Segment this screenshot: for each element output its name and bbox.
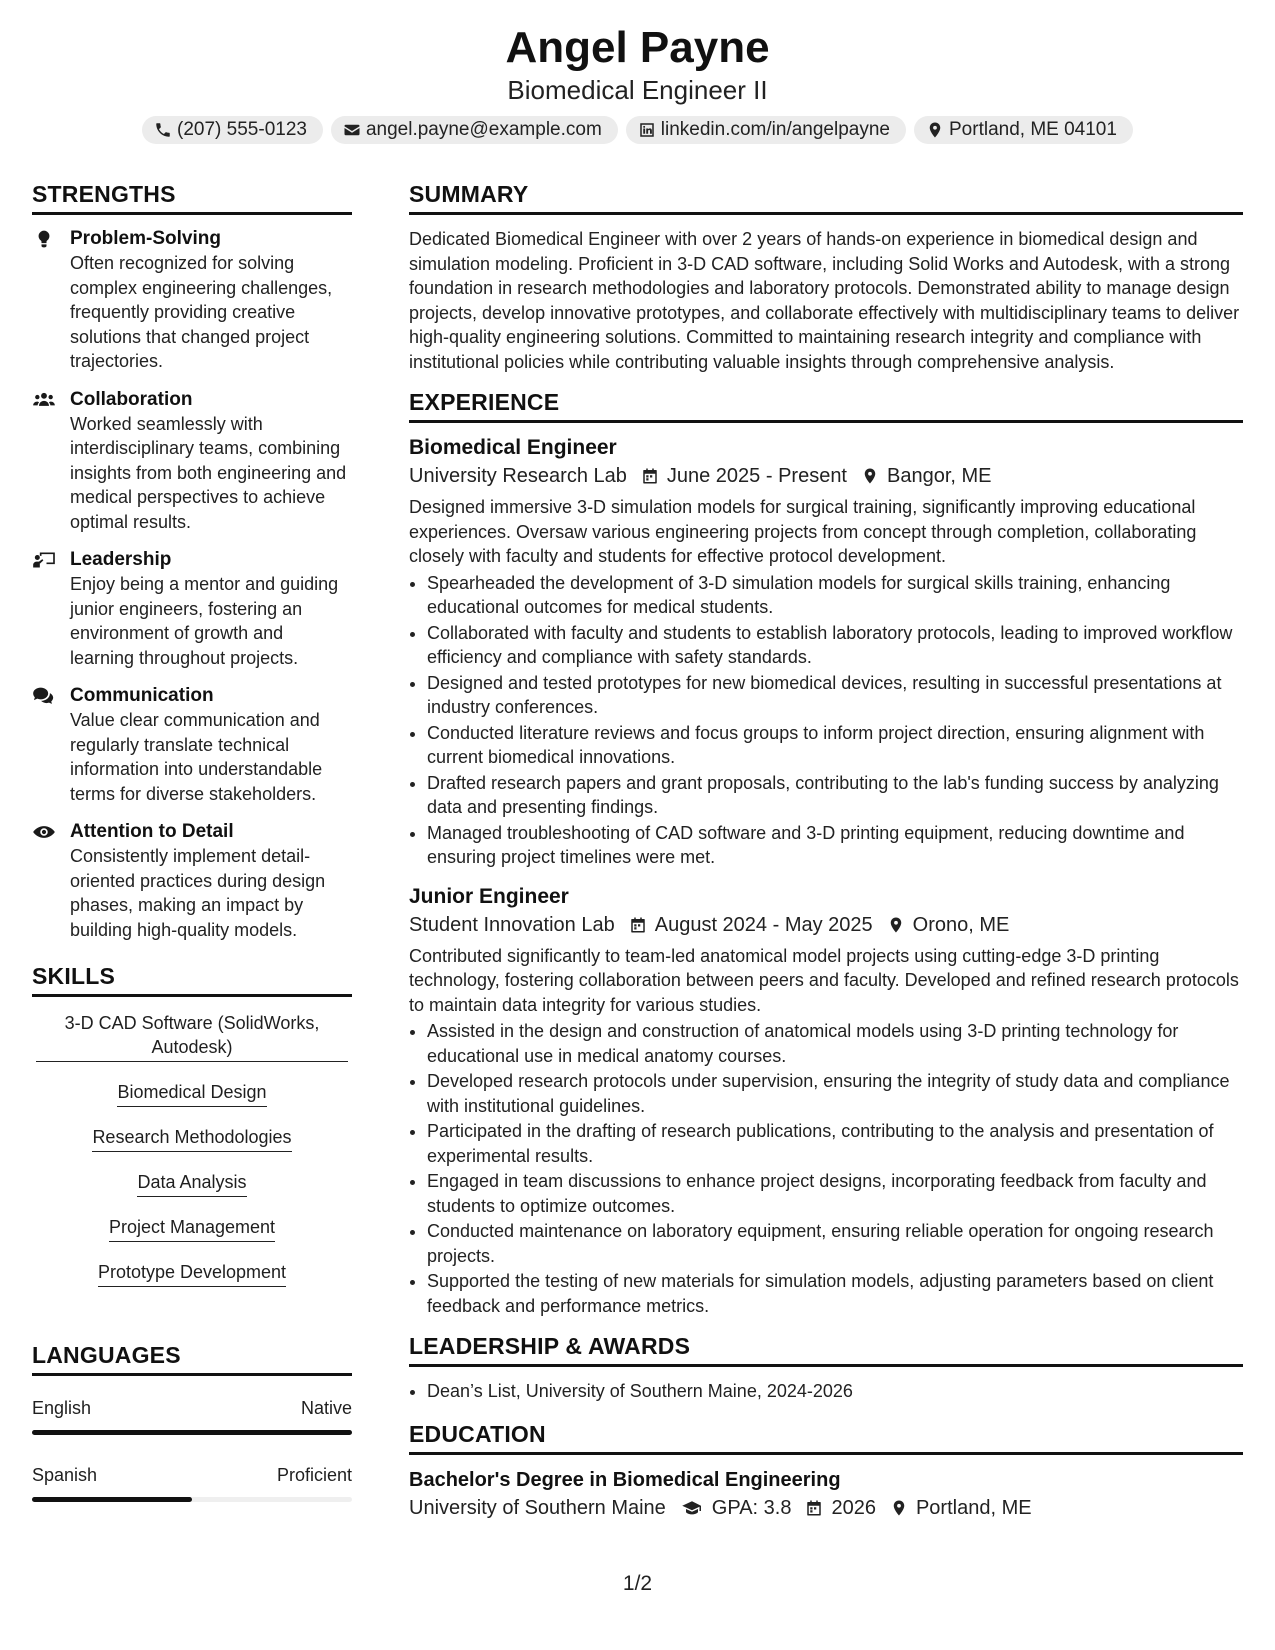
summary-text: Dedicated Biomedical Engineer with over 2 years of hands-on experience in biomedical design and simulation modeling. Proficient in 3-D CAD software, including Solid Works and Autodesk, with a strong foundation in research methodologies and laboratory protocols. Demonstrated ability to manage design projects, develop innovative prototypes, and collaborate effectively with multidisciplinary teams to deliver high-quality engineering solutions. Committed to maintaining research integrity and compliance with institutional policies while contributing valuable insights through comprehensive analysis. xyxy=(409,229,1240,372)
comments-icon xyxy=(32,686,56,706)
job-title: Junior Engineer xyxy=(409,884,569,908)
education-heading: EDUCATION xyxy=(409,1420,1243,1455)
location-pin-icon xyxy=(926,121,944,139)
candidate-role: Biomedical Engineer II xyxy=(507,75,768,105)
job-company: Student Innovation Lab xyxy=(409,913,615,936)
job-entry xyxy=(409,435,1243,870)
job-bullet: • Designed and tested prototypes for new biomedical devices, resulting in successful presentations at industry conferences. xyxy=(427,671,1243,720)
linkedin-icon xyxy=(638,121,656,139)
candidate-name: Angel Payne xyxy=(505,23,770,72)
eye-icon xyxy=(32,822,56,842)
job-bullet: • Collaborated with faculty and students to establish laboratory protocols, leading to improved workflow efficiency and compliance with safety standards. xyxy=(427,621,1243,670)
location-pin-icon xyxy=(890,1499,908,1517)
location-pin-icon xyxy=(887,916,905,934)
chalkboard-teacher-icon xyxy=(32,550,56,570)
job-bullet: • Assisted in the design and construction of anatomical models using 3-D printing technology for educational use in medical anatomy courses. xyxy=(427,1019,1243,1068)
job-bullet: • Spearheaded the development of 3-D simulation models for surgical skills training, enhancing educational outcomes for medical students. xyxy=(427,571,1243,620)
strength-desc: Enjoy being a mentor and guiding junior engineers, fostering an environment of growth and learning throughout projects. xyxy=(70,574,339,668)
graduation-year: 2026 xyxy=(831,1496,876,1519)
strength-title: Problem-Solving xyxy=(70,228,221,249)
job-entry xyxy=(409,884,1243,1319)
job-bullet: • Developed research protocols under supervision, ensuring the integrity of study data and compliance with institutional guidelines. xyxy=(427,1069,1243,1118)
job-bullet: • Supported the testing of new materials for simulation models, adjusting parameters based on client feedback and performance metrics. xyxy=(427,1269,1243,1318)
strength-desc: Worked seamlessly with interdisciplinary teams, combining insights from both engineering and medical perspectives to achieve optimal results. xyxy=(70,413,347,532)
strength-desc: Consistently implement detail-oriented practices during design phases, making an impact by building high-quality models. xyxy=(70,846,326,940)
job-bullet: • Engaged in team discussions to enhance project designs, incorporating feedback from faculty and students to optimize outcomes. xyxy=(427,1169,1243,1218)
language-level: Native xyxy=(300,1398,352,1418)
job-bullet: • Conducted maintenance on laboratory equipment, ensuring reliable operation for ongoing research projects. xyxy=(427,1219,1243,1268)
job-location: Bangor, ME xyxy=(887,465,992,487)
job-bullet: • Drafted research papers and grant proposals, contributing to the lab's funding success by analyzing data and presenting findings. xyxy=(427,771,1243,820)
language-name: English xyxy=(32,1398,92,1418)
job-bullets xyxy=(409,571,1243,870)
job-description: Designed immersive 3-D simulation models for surgical training, significantly improving educational experiences. Oversaw various engineering projects from concept through completion, collaborating closely with faculty and students for effective protocol development. xyxy=(409,497,1197,566)
contact-phone[interactable] xyxy=(142,116,323,144)
calendar-icon xyxy=(629,916,647,934)
strengths-heading: STRENGTHS xyxy=(32,180,352,215)
language-proficiency-bar xyxy=(32,1430,352,1435)
strength-desc: Value clear communication and regularly translate technical information into understandable terms for diverse stakeholders. xyxy=(70,710,323,804)
strength-item xyxy=(32,820,352,942)
awards-list xyxy=(409,1379,1243,1404)
location-pin-icon xyxy=(861,467,879,485)
language-proficiency-bar xyxy=(32,1497,352,1502)
job-bullets xyxy=(409,1019,1243,1318)
experience-heading: EXPERIENCE xyxy=(409,388,1243,423)
strength-item xyxy=(32,684,352,806)
contact-email[interactable] xyxy=(331,116,618,144)
school-location: Portland, ME xyxy=(915,1496,1032,1519)
strength-desc: Often recognized for solving complex engineering challenges, frequently providing creative solutions that changed project trajectories. xyxy=(70,253,333,371)
users-icon xyxy=(32,390,56,410)
right-column xyxy=(409,180,1243,1527)
skill-item: Prototype Development xyxy=(98,1260,286,1287)
job-dates: August 2024 - May 2025 xyxy=(654,913,873,936)
skills-list xyxy=(32,1011,352,1305)
language-item xyxy=(32,1463,352,1502)
job-bullet: • Conducted literature reviews and focus groups to inform project direction, ensuring alignment with current biomedical innovations. xyxy=(427,721,1243,770)
phone-icon xyxy=(154,121,172,139)
job-title: Biomedical Engineer xyxy=(409,436,617,459)
language-level: Proficient xyxy=(276,1465,352,1485)
education-meta xyxy=(409,1493,1243,1523)
page-number: 1/2 xyxy=(622,1572,653,1595)
award-item: • Dean’s List, University of Southern Maine, 2024-2026 xyxy=(427,1379,1243,1404)
school-name: University of Southern Maine xyxy=(409,1496,666,1519)
job-bullet: • Managed troubleshooting of CAD software and 3-D printing equipment, reducing downtime and ensuring project timelines were met. xyxy=(427,821,1243,870)
contact-email-text: angel.payne@example.com xyxy=(365,119,602,140)
contact-phone-text: (207) 555-0123 xyxy=(177,119,307,140)
contact-linkedin[interactable] xyxy=(626,116,906,144)
strength-title: Leadership xyxy=(70,549,172,570)
contact-location-text: Portland, ME 04101 xyxy=(949,119,1117,140)
job-dates: June 2025 - Present xyxy=(666,465,847,487)
job-description: Contributed significantly to team-led anatomical model projects using cutting-edge 3-D printing technology, fostering collaboration between peers and faculty. Developed and refined research protocols to maintain data integrity for various studies. xyxy=(409,945,1239,1015)
strength-title: Communication xyxy=(70,685,214,706)
skills-heading: SKILLS xyxy=(32,962,352,997)
strength-item xyxy=(32,548,352,670)
strength-item xyxy=(32,388,352,535)
job-meta xyxy=(409,461,1243,491)
degree-title: Bachelor's Degree in Biomedical Engineering xyxy=(409,1468,841,1491)
strength-title: Collaboration xyxy=(70,388,193,410)
language-proficiency-fill xyxy=(32,1430,352,1435)
calendar-icon xyxy=(805,1499,823,1517)
strength-item xyxy=(32,227,352,374)
skill-item: Biomedical Design xyxy=(117,1080,266,1107)
lightbulb-icon xyxy=(32,229,56,249)
job-meta xyxy=(409,910,1243,940)
calendar-icon xyxy=(641,467,659,485)
skill-item: Research Methodologies xyxy=(92,1125,291,1152)
contact-bar xyxy=(0,116,1275,144)
languages-heading: LANGUAGES xyxy=(32,1341,352,1376)
skill-item: Project Management xyxy=(109,1215,275,1242)
job-company: University Research Lab xyxy=(409,465,627,487)
graduation-cap-icon xyxy=(680,1499,704,1517)
awards-heading: LEADERSHIP & AWARDS xyxy=(409,1332,1243,1367)
strength-title: Attention to Detail xyxy=(70,821,234,842)
skill-item: Data Analysis xyxy=(137,1170,246,1197)
envelope-icon xyxy=(343,121,361,139)
skill-item: 3-D CAD Software (SolidWorks, Autodesk) xyxy=(36,1011,348,1062)
summary-heading: SUMMARY xyxy=(409,180,1243,215)
language-item xyxy=(32,1396,352,1435)
job-bullet: • Participated in the drafting of research publications, contributing to the analysis and presentation of experimental results. xyxy=(427,1119,1243,1168)
language-proficiency-fill xyxy=(32,1497,192,1502)
contact-location xyxy=(914,116,1133,144)
language-name: Spanish xyxy=(32,1465,98,1485)
job-location: Orono, ME xyxy=(912,913,1010,936)
resume-header xyxy=(0,22,1275,144)
left-column xyxy=(32,180,352,1530)
contact-linkedin-text: linkedin.com/in/angelpayne xyxy=(660,119,890,140)
gpa: GPA: 3.8 xyxy=(711,1496,792,1519)
